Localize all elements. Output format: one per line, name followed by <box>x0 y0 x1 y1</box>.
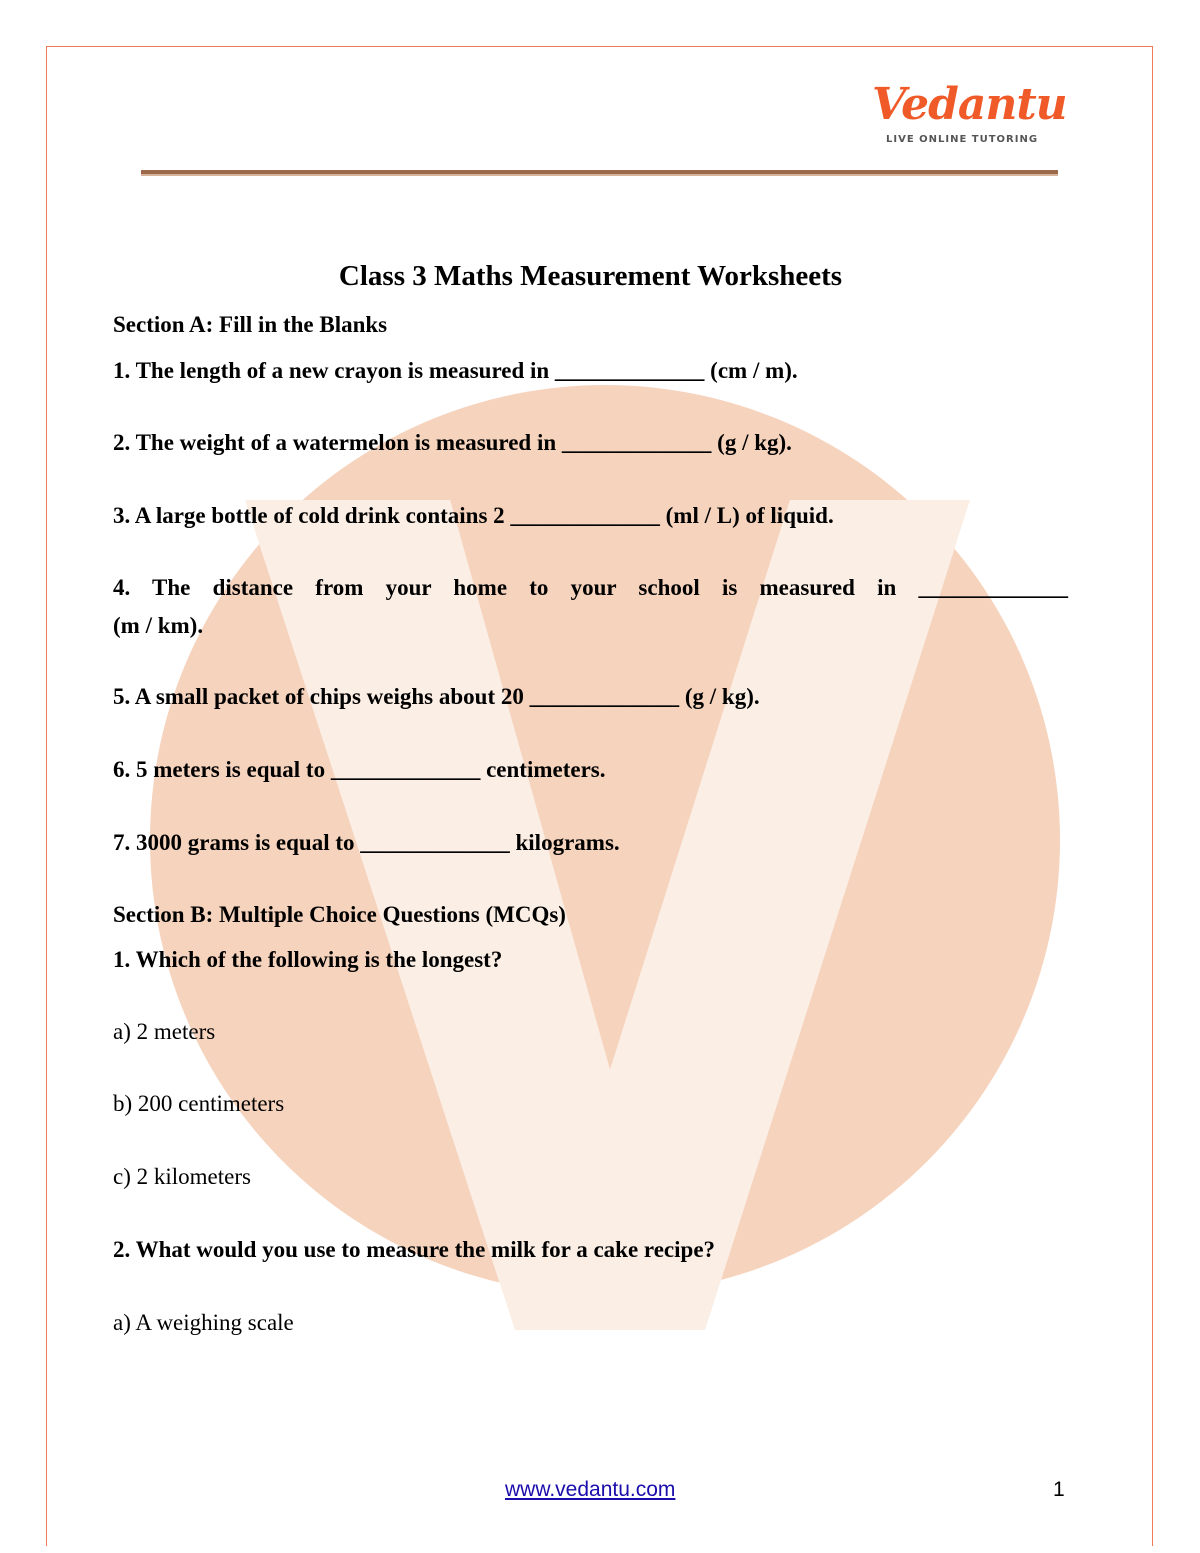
header-rule <box>141 170 1058 176</box>
page-number: 1 <box>1053 1478 1065 1501</box>
question-b2: 2. What would you use to measure the milk for a cake recipe? <box>113 1237 716 1262</box>
option-b1-a: a) 2 meters <box>113 1019 216 1044</box>
option-b1-b: b) 200 centimeters <box>113 1091 285 1116</box>
question-a7: 7. 3000 grams is equal to _____________ kilograms. <box>113 830 620 855</box>
footer-website-link[interactable]: www.vedantu.com <box>505 1478 676 1501</box>
logo-wordmark: Vedantu <box>872 79 1067 130</box>
question-b1: 1. Which of the following is the longest? <box>113 947 503 972</box>
option-b2-a: a) A weighing scale <box>113 1310 294 1335</box>
vedantu-logo <box>872 79 1067 150</box>
section-b-heading: Section B: Multiple Choice Questions (MCQs) <box>113 902 566 927</box>
logo-tagline: LIVE ONLINE TUTORING <box>886 134 1039 145</box>
question-a2: 2. The weight of a watermelon is measured in _____________ (g / kg). <box>113 430 792 455</box>
question-a4-continued: (m / km). <box>113 613 204 638</box>
page-title: Class 3 Maths Measurement Worksheets <box>338 260 843 292</box>
question-a3: 3. A large bottle of cold drink contains 2 _____________ (ml / L) of liquid. <box>113 503 834 528</box>
question-a5: 5. A small packet of chips weighs about 20 _____________ (g / kg). <box>113 684 760 709</box>
question-a4: 4. The distance from your home to your school is measured in _____________ <box>113 575 1068 600</box>
option-b1-c: c) 2 kilometers <box>113 1164 251 1189</box>
question-a1: 1. The length of a new crayon is measured in _____________ (cm / m). <box>113 358 798 383</box>
section-a-heading: Section A: Fill in the Blanks <box>113 312 388 337</box>
question-a6: 6. 5 meters is equal to _____________ centimeters. <box>113 757 606 782</box>
